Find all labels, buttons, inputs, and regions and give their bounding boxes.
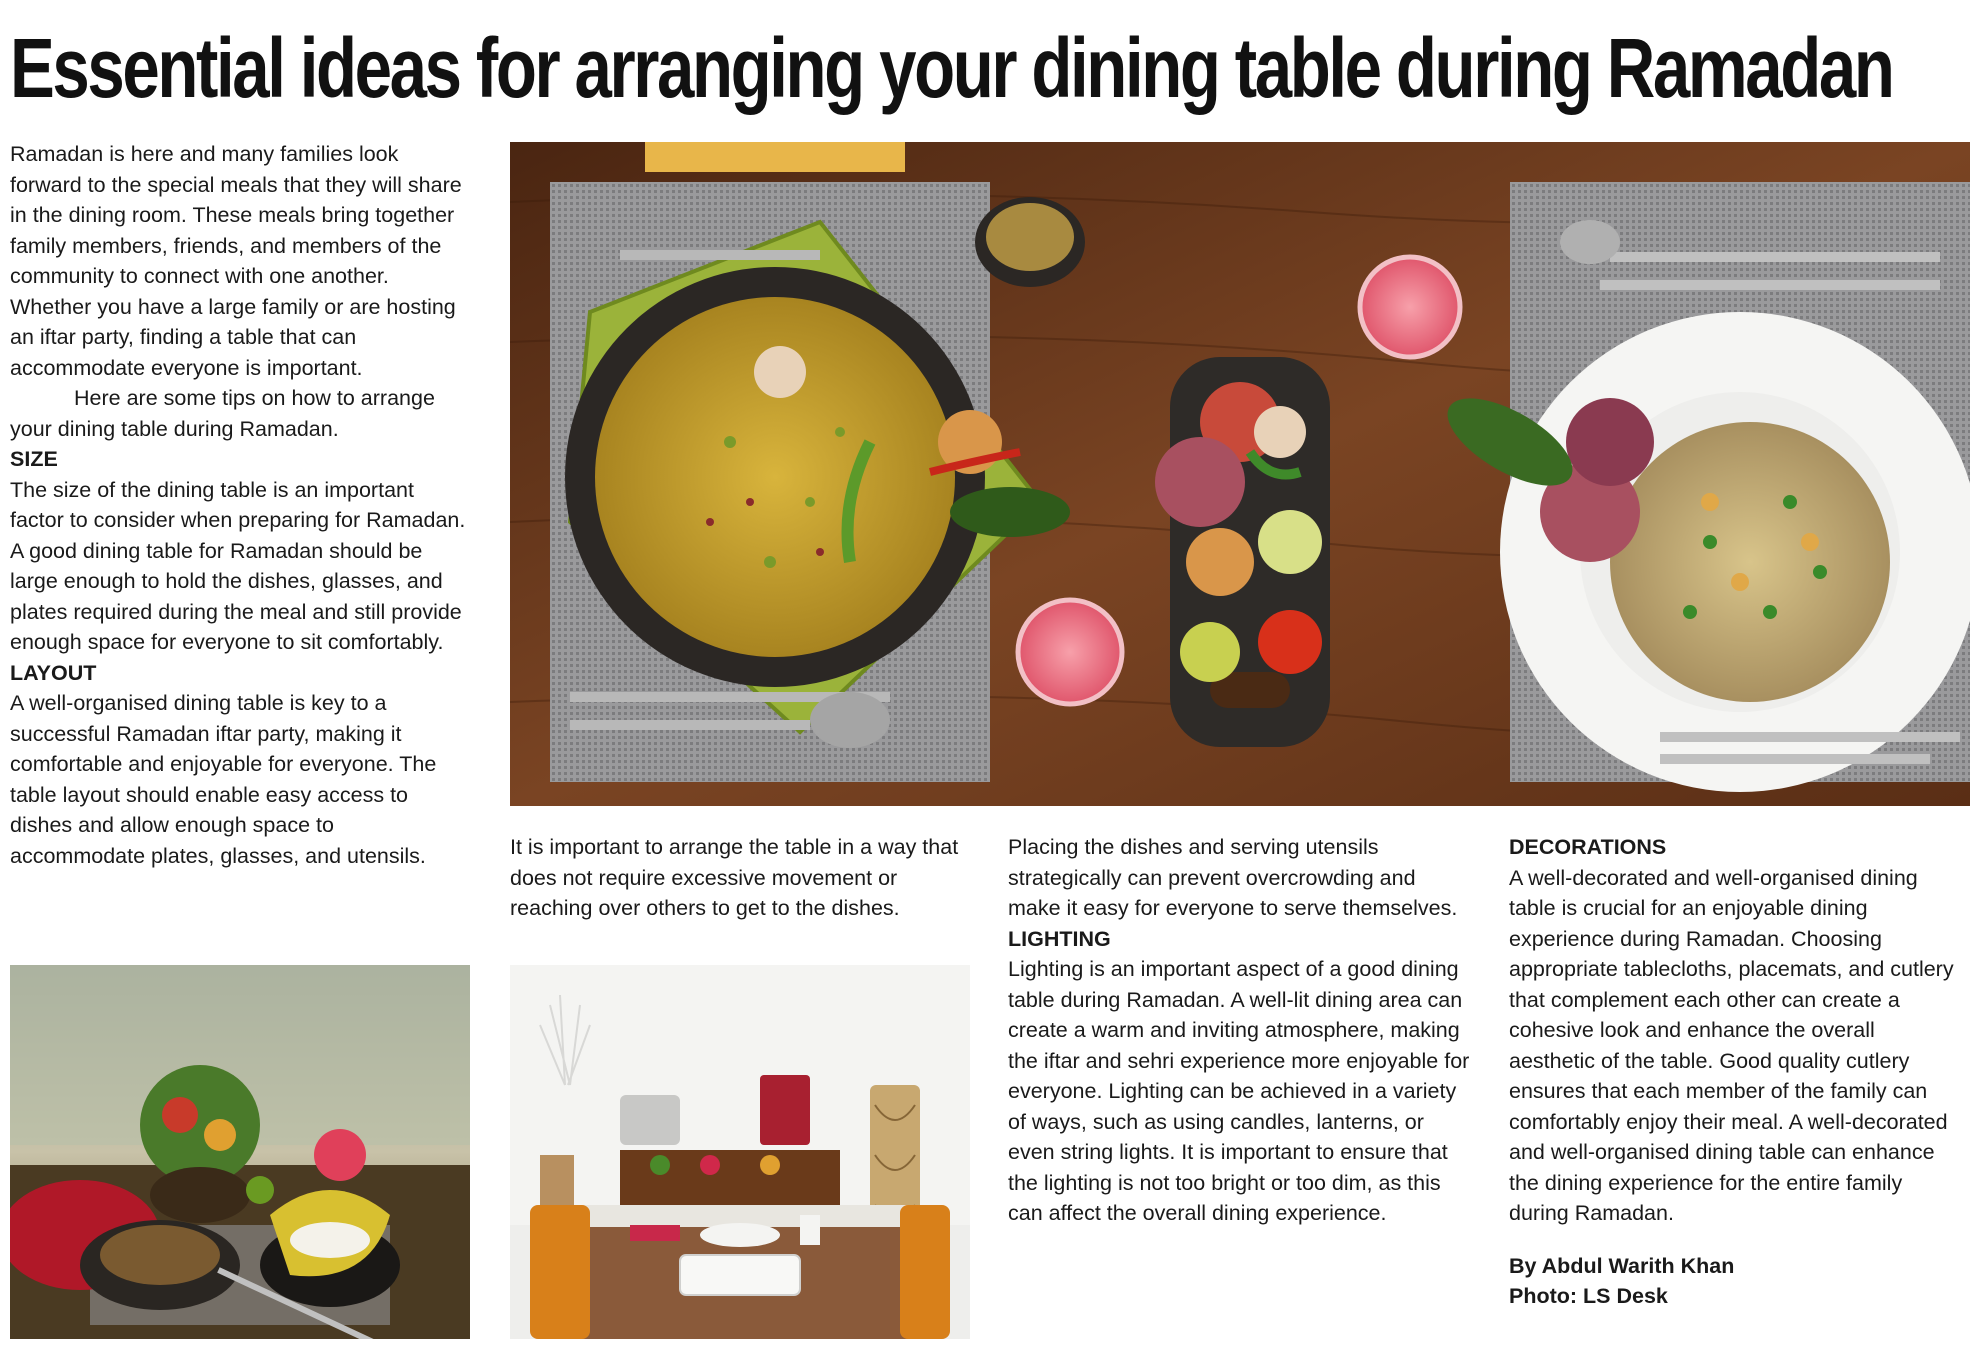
- main-photo-table-setting: [510, 142, 1970, 806]
- layout-paragraph-3: Placing the dishes and serving utensils strategically can prevent overcrowding and make it easy for everyone to serve themselves.: [1008, 835, 1458, 920]
- photo-credit: Photo: LS Desk: [1509, 1284, 1668, 1308]
- layout-paragraph-2: It is important to arrange the table in a way that does not require excessive movement or reaching over others to get to the dishes.: [510, 835, 959, 920]
- decorations-paragraph: A well-decorated and well-organised dining table is crucial for an enjoyable dining experience during Ramadan. Choosing appropriate tablecloths, placemats, and cutlery that complement each other can create a cohesive look and enhance the overall aesthetic of the table. Good quality cutlery ensures that each member of the family can comfortably enjoy their meal. A well-decorated and well-organised dining table can enhance the dining experience for the entire family during Ramadan.: [1509, 865, 1954, 1225]
- size-paragraph: The size of the dining table is an important factor to consider when preparing for Ramadan. A good dining table for Ramadan should be large enough to hold the dishes, glasses, and plates required during the meal and still provide enough space for everyone to sit comfortably.: [10, 477, 466, 654]
- iftar-dishes-illustration: [10, 965, 470, 1339]
- lighting-paragraph: Lighting is an important aspect of a good dining table during Ramadan. A well-lit dining area can create a warm and inviting atmosphere, making the iftar and sehri experience more enjoyable for everyone. Lighting can be achieved in a variety of ways, such as using candles, lanterns, or even string lights. It is important to ensure that the lighting is not too bright or too dim, as this can affect the overall dining experience.: [1008, 957, 1470, 1225]
- lighting-heading: LIGHTING: [1008, 926, 1111, 951]
- column-4: [1509, 832, 1965, 1312]
- layout-heading: LAYOUT: [10, 660, 97, 685]
- byline-block: [1509, 1251, 1965, 1312]
- photo-dining-room: [510, 965, 970, 1339]
- table-setting-illustration: [510, 142, 1970, 806]
- layout-paragraph: A well-organised dining table is key to a successful Ramadan iftar party, making it comfortable and enjoyable for everyone. The table layout should enable easy access to dishes and allow enough space to accommodate plates, glasses, and utensils.: [10, 691, 437, 868]
- intro-tips-paragraph: Here are some tips on how to arrange your dining table during Ramadan.: [10, 386, 435, 441]
- dining-room-illustration: [510, 965, 970, 1339]
- author-byline: By Abdul Warith Khan: [1509, 1253, 1735, 1278]
- size-heading: SIZE: [10, 447, 58, 471]
- intro-paragraph: Ramadan is here and many families look forward to the special meals that they will share in the dining room. These meals bring together family members, friends, and members of the community to connect with one another. Whether you have a large family or are hosting an iftar party, finding a table that can accommodate everyone is important.: [10, 142, 462, 380]
- column-3: [1008, 832, 1474, 1229]
- photo-iftar-dishes: [10, 965, 470, 1339]
- decorations-heading: DECORATIONS: [1509, 835, 1667, 859]
- column-2: [510, 832, 970, 924]
- headline: Essential ideas for arranging your dining table during Ramadan: [10, 21, 1893, 115]
- column-1: [10, 139, 472, 871]
